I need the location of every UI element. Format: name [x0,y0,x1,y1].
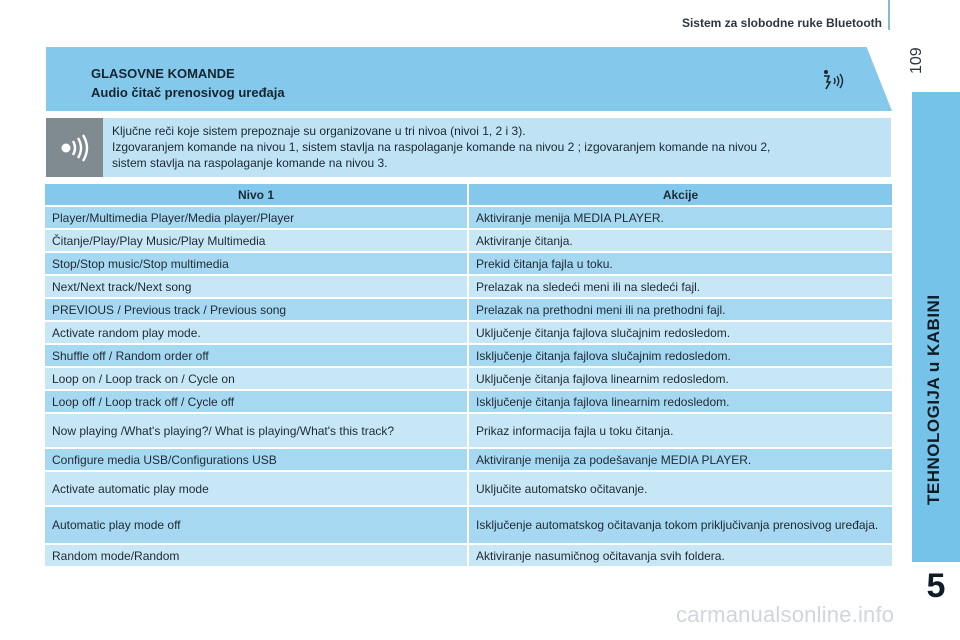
section-subtitle: Audio čitač prenosivog uređaja [91,85,285,100]
action-cell: Isključenje čitanja fajlova slučajnim redosledom. [469,345,892,368]
action-cell: Uključenje čitanja fajlova linearnim redosledom. [469,368,892,391]
watermark: carmanualsonline.info [676,602,895,627]
command-cell: Random mode/Random [45,545,469,568]
command-cell: Automatic play mode off [45,507,469,545]
action-cell: Aktiviranje nasumičnog očitavanja svih foldera. [469,545,892,568]
command-cell: Stop/Stop music/Stop multimedia [45,253,469,276]
page-number: 109 [908,47,925,75]
table-row [45,345,892,368]
action-cell: Uključite automatsko očitavanje. [469,472,892,507]
action-cell: Isključenje čitanja fajlova linearnim redosledom. [469,391,892,414]
table-row [45,391,892,414]
action-cell: Prekid čitanja fajla u toku. [469,253,892,276]
running-header: Sistem za slobodne ruke Bluetooth [681,16,882,30]
column-header-level: Nivo 1 [45,184,469,207]
table-row [45,207,892,230]
voice-command-table [45,184,892,568]
table-row [45,322,892,345]
table-row [45,368,892,391]
action-cell: Aktiviranje menija za podešavanje MEDIA PLAYER. [469,449,892,472]
command-cell: Activate automatic play mode [45,472,469,507]
table-row [45,414,892,449]
command-cell: Configure media USB/Configurations USB [45,449,469,472]
action-cell: Uključenje čitanja fajlova slučajnim redosledom. [469,322,892,345]
table-row [45,472,892,507]
chapter-number: 5 [926,566,946,605]
column-header-action: Akcije [469,184,892,207]
command-cell: Next/Next track/Next song [45,276,469,299]
command-cell: Activate random play mode. [45,322,469,345]
table-header-row [45,184,892,207]
table-row [45,545,892,568]
intro-line: sistem stavlja na raspolaganje komande na nivou 3. [112,156,388,170]
command-cell: Čitanje/Play/Play Music/Play Multimedia [45,230,469,253]
table-row [45,230,892,253]
speaker-icon-box [46,118,103,177]
action-cell: Prelazak na sledeći meni ili na sledeći fajl. [469,276,892,299]
voice-command-icon [820,68,846,92]
table-row [45,253,892,276]
action-cell: Isključenje automatskog očitavanja tokom priključivanja prenosivog uređaja. [469,507,892,545]
table-row [45,299,892,322]
table-row [45,507,892,545]
command-cell: Loop off / Loop track off / Cycle off [45,391,469,414]
intro-line: Ključne reči koje sistem prepoznaje su organizovane u tri nivoa (nivoi 1, 2 i 3). [112,124,526,138]
action-cell: Aktiviranje čitanja. [469,230,892,253]
action-cell: Prelazak na prethodni meni ili na prethodni fajl. [469,299,892,322]
intro-line: Izgovaranjem komande na nivou 1, sistem stavlja na raspolaganje komande na nivou 2 ; izgovaranjem komande na nivou 2, [112,140,771,154]
table-row [45,449,892,472]
command-cell: PREVIOUS / Previous track / Previous song [45,299,469,322]
section-title: GLASOVNE KOMANDE [91,66,235,81]
action-cell: Prikaz informacija fajla u toku čitanja. [469,414,892,449]
header-divider [888,0,890,30]
action-cell: Aktiviranje menija MEDIA PLAYER. [469,207,892,230]
command-cell: Now playing /What's playing?/ What is playing/What's this track? [45,414,469,449]
table-row [45,276,892,299]
command-cell: Loop on / Loop track on / Cycle on [45,368,469,391]
command-cell: Player/Multimedia Player/Media player/Player [45,207,469,230]
chapter-label: TEHNOLOGIJA u KABINI [924,294,943,506]
command-cell: Shuffle off / Random order off [45,345,469,368]
intro-text [112,123,882,171]
speaker-sound-icon [58,134,92,162]
